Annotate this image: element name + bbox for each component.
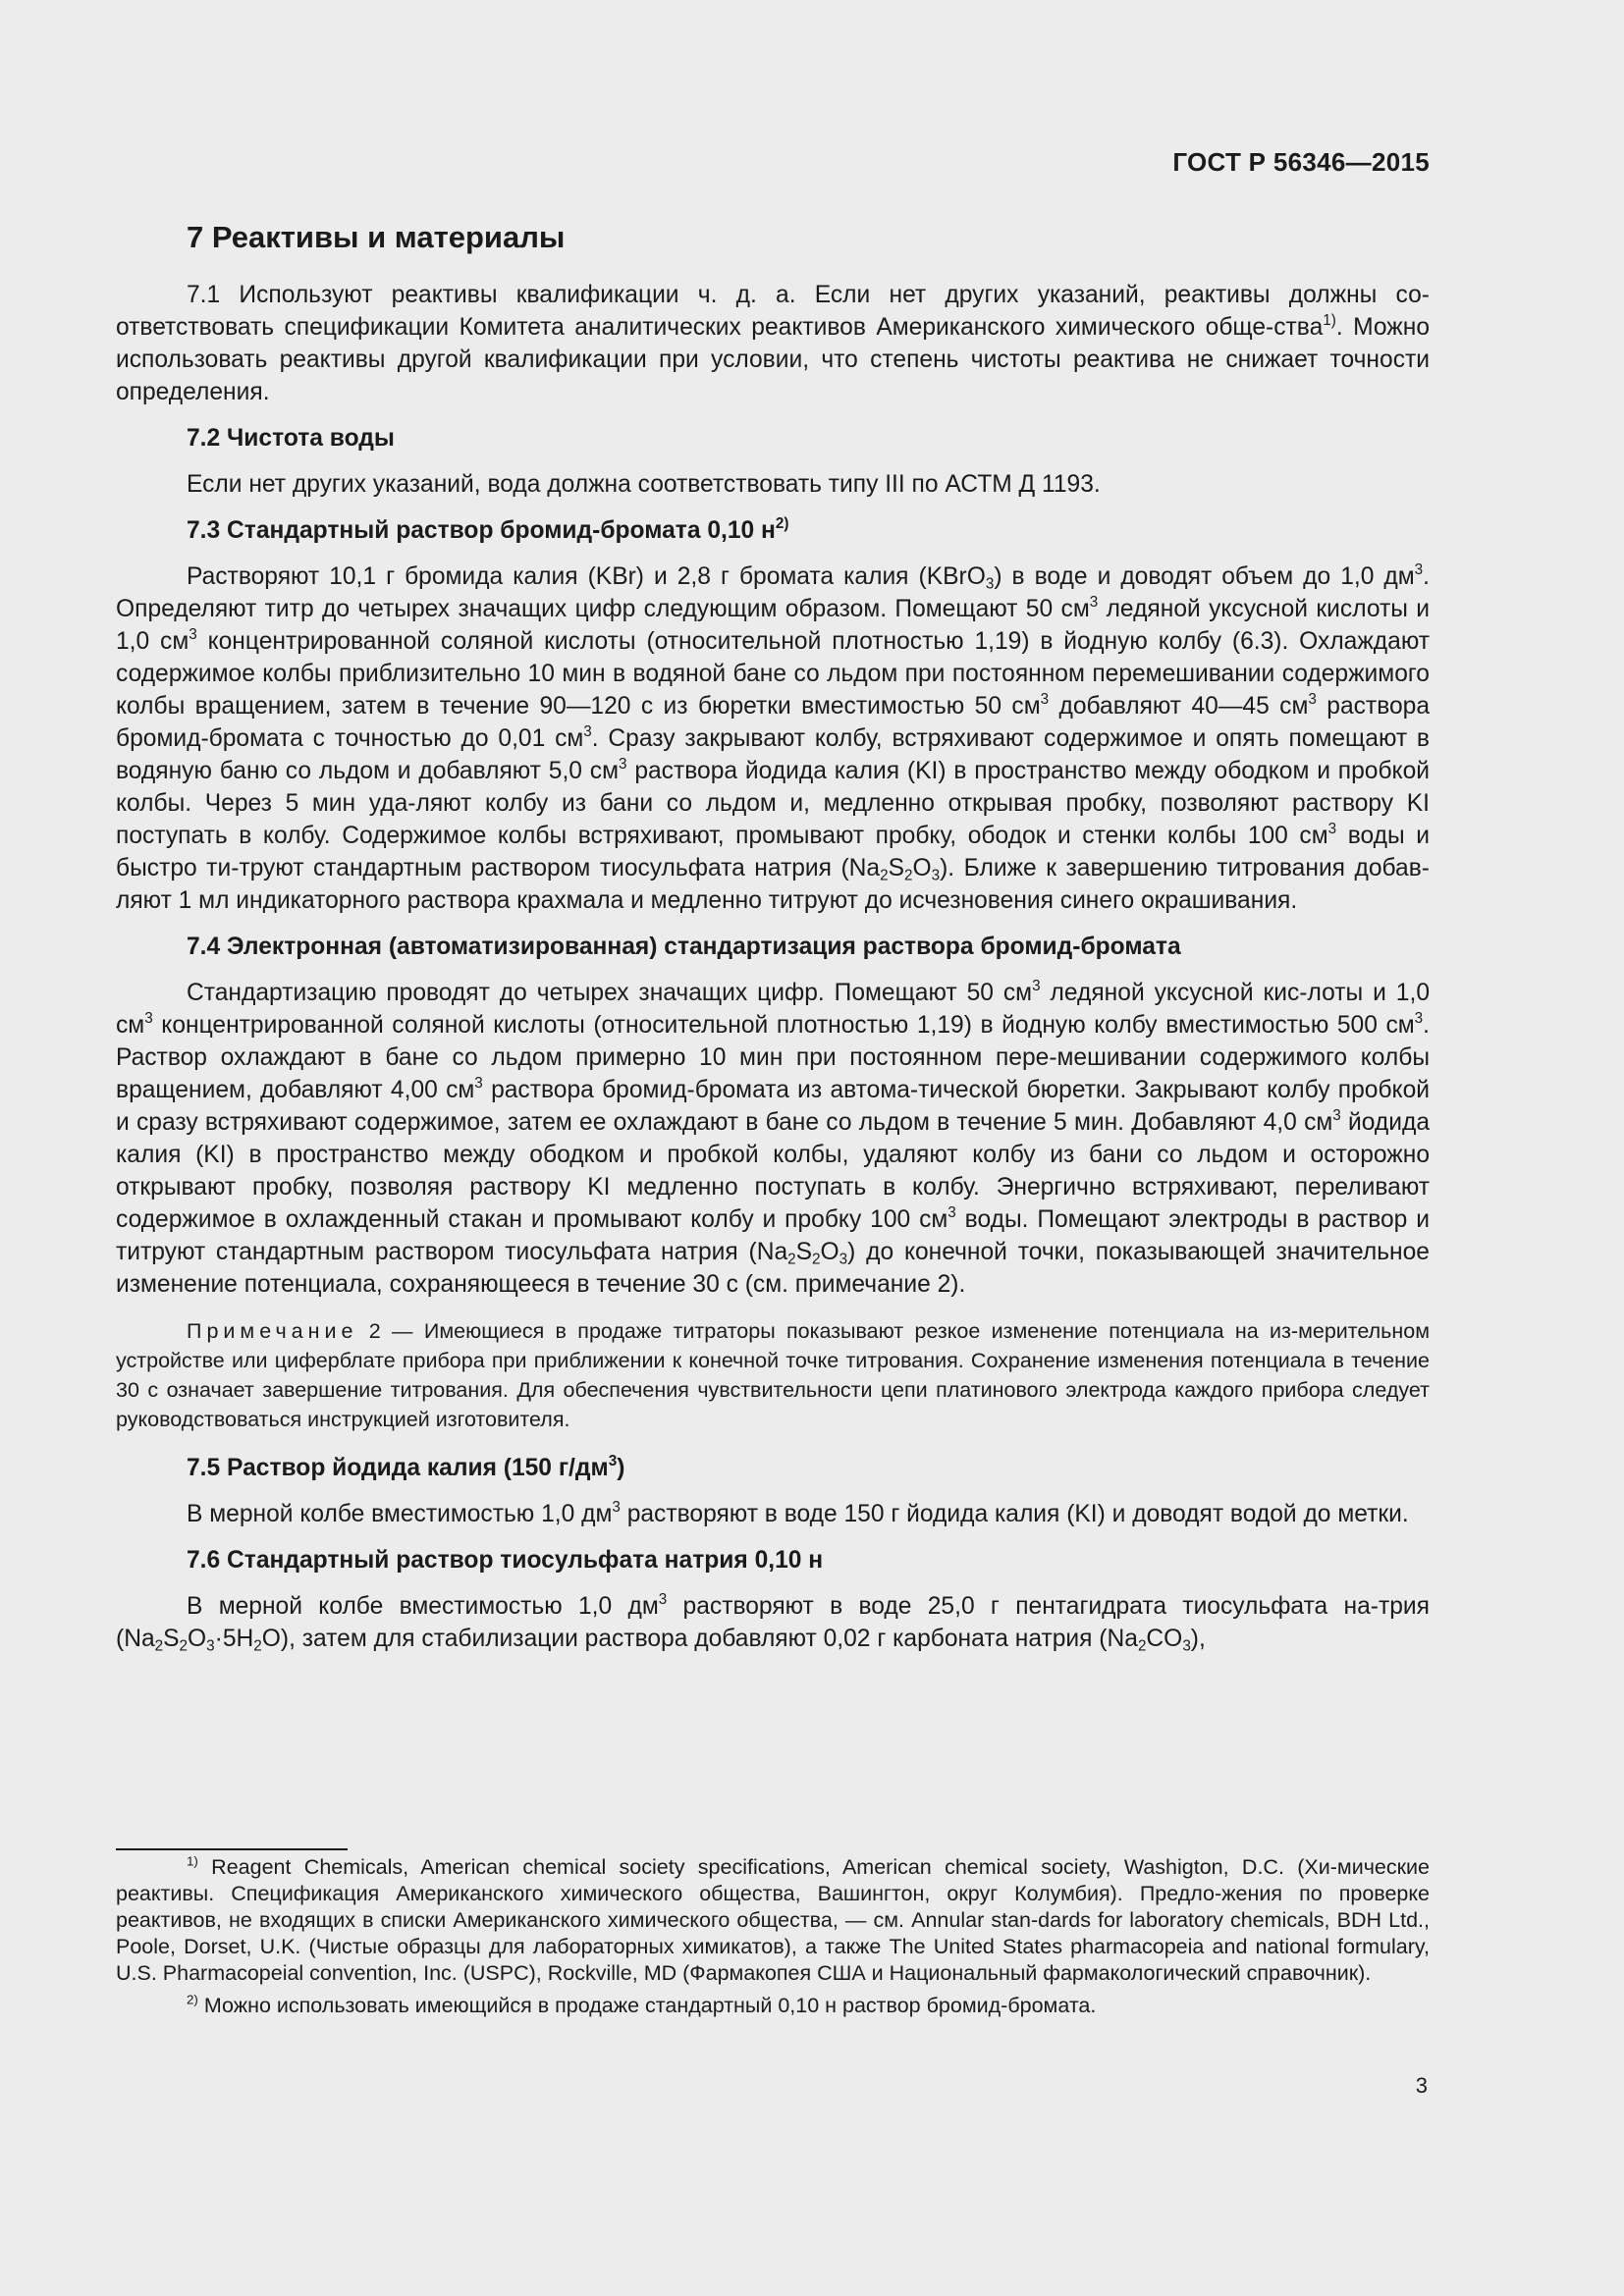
paragraph-7-4: Стандартизацию проводят до четырех значащих цифр. Помещают 50 $см^3$ ледяной уксусной кис-лоты и 1,0 $см^3$ концентрированной соляной кислоты (относительной плотностью 1,19) в йодную колбу вместимостью 500 $см^3$. Раствор охлаждают в бане со льдом примерно 10 мин при постоянном пере-мешивании содержимого колбы вращением, добавляют 4,00 $см^3$ раствора бромид-бромата из автома-тической бюретки. Закрывают колбу пробкой и сразу встряхивают содержимое, затем ее охлаждают в бане со льдом в течение 5 мин. Добавляют 4,0 $см^3$ йодида калия (KI) в пространство между ободком и пробкой колбы, удаляют колбу из бани со льдом и осторожно открывают пробку, позволяя раствору KI медленно поступать в колбу. Энергично встряхивают, переливают содержимое в охлажденный стакан и промывают колбу и пробку 100 $см^3$ воды. Помещают электроды в раствор и титруют стандартным раствором тиосульфата натрия $(Na_2S_2O_3)$ до конечной точки, показывающей значительное изменение потенциала, сохраняющееся в течение 30 с (см. примечание 2). bbox=[116, 978, 1431, 1298]
footnote-divider bbox=[116, 1848, 348, 1850]
heading-7-2: 7.2 Чистота воды bbox=[187, 425, 395, 452]
paragraph-7-3: Растворяют 10,1 г бромида калия (KBr) и 2,8 г бромата калия (KBrO$_3$) в воде и доводят объем до 1,0 $дм^3$. Определяют титр до четырех значащих цифр следующим образом. Помещают 50 $см^3$ ледяной уксусной кислоты и 1,0 $см^3$ концентрированной соляной кислоты (относительной плотностью 1,19) в йодную колбу (6.3). Охлаждают содержимое колбы приблизительно 10 мин в водяной бане со льдом при постоянном перемешивании содержимого колбы вращением, затем в течение 90—120 с из бюретки вместимостью 50 $см^3$ добавляют 40—45 $см^3$ раствора бромид-бромата с точностью до 0,01 $см^3$. Сразу закрывают колбу, встряхивают содержимое и опять помещают в водяную баню со льдом и добавляют 5,0 $см^3$ раствора йодида калия (KI) в пространство между ободком и пробкой колбы. Через 5 мин уда-ляют колбу из бани со льдом и, медленно открывая пробку, позволяют раствору KI поступать в колбу. Содержимое колбы встряхивают, промывают пробку, ободок и стенки колбы 100 $см^3$ воды и быстро ти-труют стандартным раствором тиосульфата натрия $(Na_2S_2O_3)$. Ближе к завершению титрования добав-ляют 1 мл индикаторного раствора крахмала и медленно титруют до исчезновения синего окрашивания. bbox=[116, 561, 1431, 914]
document-body bbox=[116, 218, 1430, 1655]
paragraph-7-5: В мерной колбе вместимостью 1,0 $дм^3$ растворяют в воде 150 г йодида калия (KI) и доводят водой до метки. bbox=[187, 1499, 1409, 1527]
heading-7-3: 7.3 Стандартный раствор бромид-бромата 0,10 $н^{2)}$ bbox=[187, 515, 789, 544]
paragraph-7-1: 7.1 Используют реактивы квалификации ч. д. а. Если нет других указаний, реактивы должны со-ответствовать спецификации Комитета аналитических реактивов Американского химического обще-ства$^{1)}$. Можно использовать реактивы другой квалификации при условии, что степень чистоты реактива не снижает точности определения. bbox=[116, 282, 1430, 405]
page-number: 3 bbox=[1415, 2073, 1428, 2098]
heading-7-5: 7.5 Раствор йодида калия (150 $г/дм^3$) bbox=[187, 1453, 625, 1481]
heading-7-6: 7.6 Стандартный раствор тиосульфата натрия 0,10 н bbox=[187, 1547, 824, 1574]
heading-7-4: 7.4 Электронная (автоматизированная) стандартизация раствора бромид-бромата bbox=[187, 934, 1181, 960]
footnote-ref-1: 1) bbox=[1323, 312, 1336, 330]
note-2: Примечание 2 — Имеющиеся в продаже титраторы показывают резкое изменение потенциала на из-мерительном устройстве или циферблате прибора при приближении к конечной точке титрования. Сохранение изменения потенциала в течение 30 с означает завершение титрования. Для обеспечения чувствительности цепи платинового электрода каждого прибора следует руководствоваться инструкцией изготовителя. bbox=[116, 1319, 1430, 1431]
footnotes bbox=[116, 1854, 1430, 2019]
footnote-ref-2: 2) bbox=[775, 515, 789, 533]
section-title: 7 Реактивы и материалы bbox=[187, 220, 566, 254]
paragraph-7-2: Если нет других указаний, вода должна соответствовать типу III по АСТМ Д 1193. bbox=[187, 471, 1101, 498]
note-label: Примечание bbox=[187, 1319, 358, 1343]
footnote-2: $^{2)}$ Можно использовать имеющийся в продаже стандартный 0,10 н раствор бромид-бромата. bbox=[187, 1992, 1097, 2017]
paragraph-7-6: В мерной колбе вместимостью 1,0 $дм^3$ растворяют в воде 25,0 г пентагидрата тиосульфата на-трия $(Na_2S_2O_3\cdot 5H_2O)$, затем для стабилизации раствора добавляют 0,02 г карбоната натрия $(Na_2CO_3)$, bbox=[116, 1591, 1430, 1655]
standard-code: ГОСТ Р 56346—2015 bbox=[1172, 147, 1430, 177]
footnote-1: $^{1)}$ Reagent Chemicals, American chemical society specifications, American chemical society, Washigton, D.C. (Хи-мические реактивы. Спецификация Американского химического общества, Вашингтон, округ Колумбия). Предло-жения по проверке реактивов, не входящих в списки Американского химического общества, — см. Annular stan-dards for laboratory chemicals, BDH Ltd., Poole, Dorset, U.K. (Чистые образцы для лабораторных химикатов), а также The United States pharmacopeia and national formulary, U.S. Pharmacopeial convention, Inc. (USPC), Rockville, MD (Фармакопея США и Национальный фармакологический справочник). bbox=[116, 1853, 1430, 1985]
